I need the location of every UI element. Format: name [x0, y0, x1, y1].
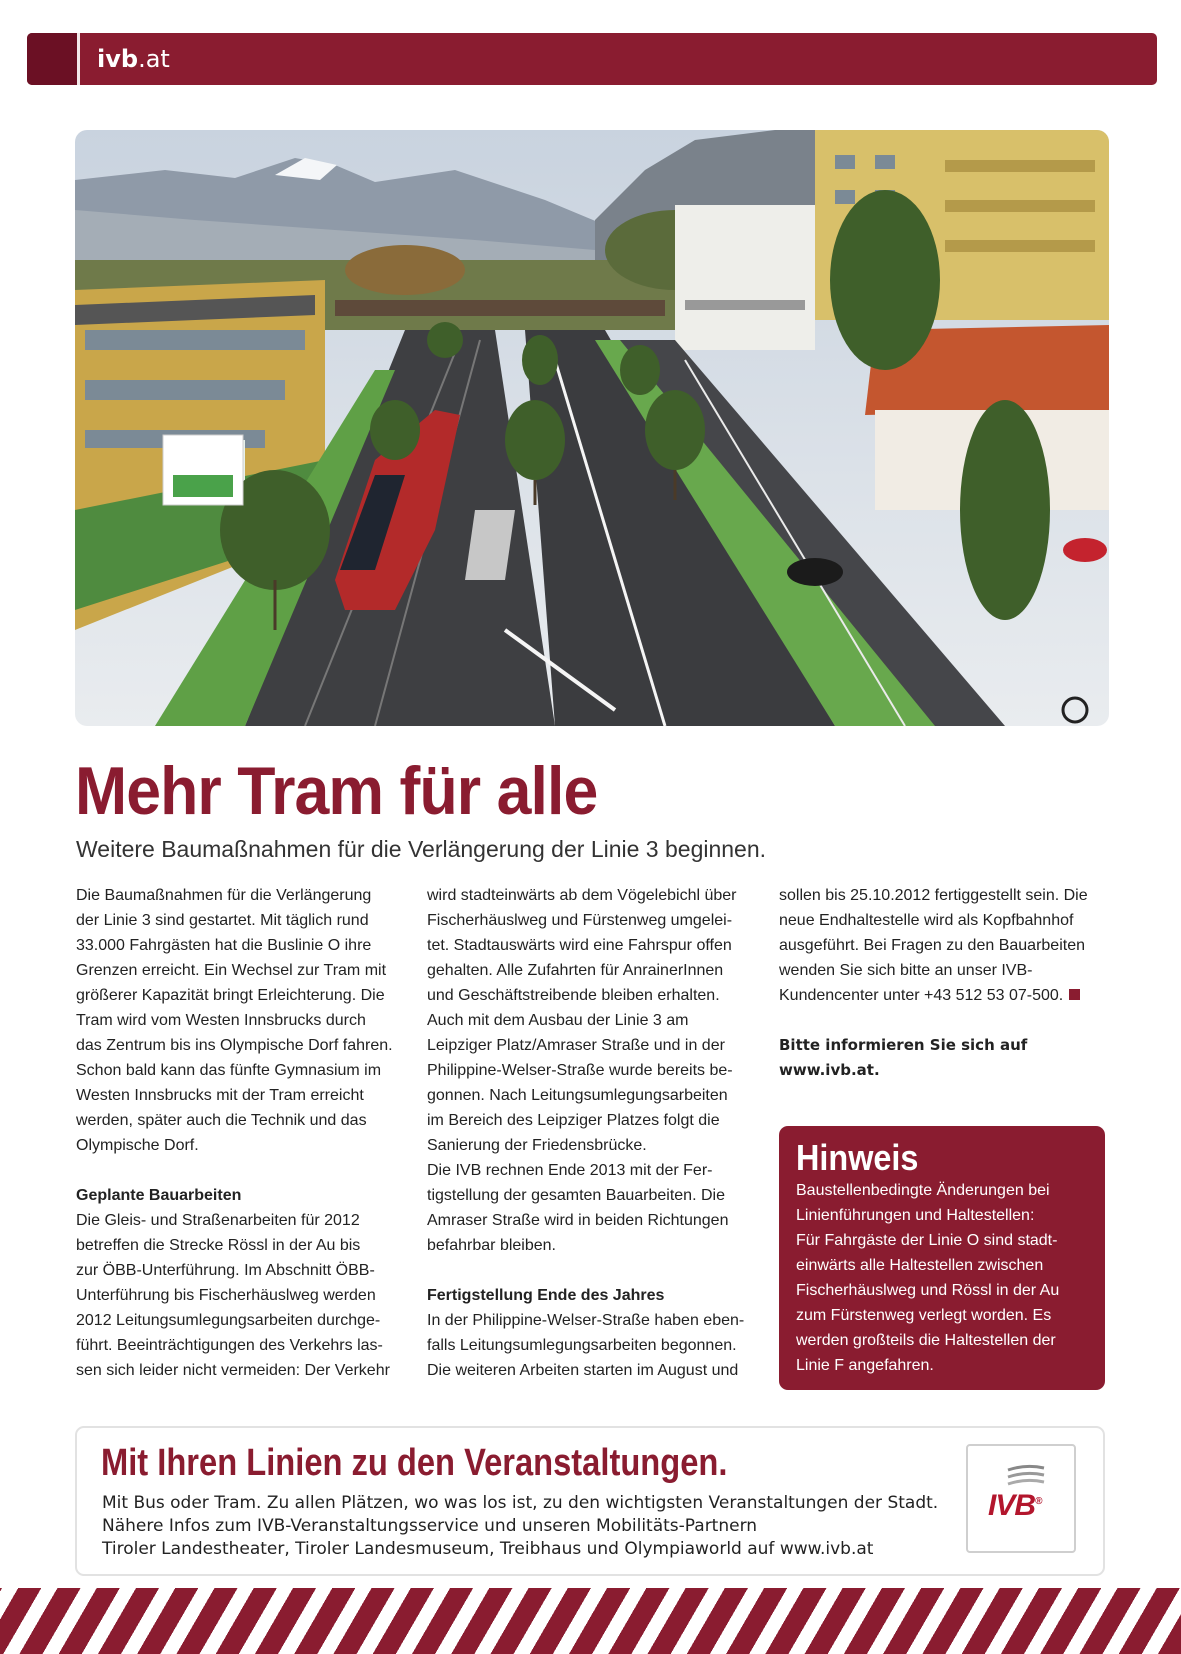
text-line: Auch mit dem Ausbau der Linie 3 am — [427, 1012, 689, 1029]
promo-line: Nähere Infos zum IVB-Veranstaltungsservice und unseren Mobilitäts-Partnern — [102, 1516, 758, 1536]
ivb-logo[interactable] — [966, 1444, 1076, 1553]
hinweis-title: Hinweis — [796, 1137, 919, 1178]
text-line: neue Endhaltestelle wird als Kopfbahnhof — [779, 912, 1074, 929]
article-column-3 — [779, 883, 1109, 1083]
text-line: Fischerhäuslweg und Fürstenweg umgelei- — [427, 912, 733, 929]
header-tab — [27, 33, 77, 85]
info-line: Bitte informieren Sie sich auf — [779, 1036, 1028, 1054]
text-line: 2012 Leitungsumlegungsarbeiten durchge- — [76, 1312, 381, 1329]
hero-image — [75, 130, 1109, 726]
text-line: Grenzen erreicht. Ein Wechsel zur Tram mit — [76, 962, 387, 979]
text-line: Die Baumaßnahmen für die Verlängerung — [76, 887, 372, 904]
text-line: gonnen. Nach Leitungsumlegungsarbeiten — [427, 1087, 728, 1104]
text-line: wird stadteinwärts ab dem Vögelebichl über — [427, 887, 737, 904]
promo-title: Mit Ihren Linien zu den Veranstaltungen. — [101, 1442, 728, 1484]
promo-line: Mit Bus oder Tram. Zu allen Plätzen, wo was los ist, zu den wichtigsten Veranstaltungen der Stadt. — [102, 1493, 939, 1513]
text-line: sollen bis 25.10.2012 fertiggestellt sein. Die — [779, 887, 1088, 904]
hinweis-line: Linienführungen und Haltestellen: — [796, 1207, 1035, 1224]
hinweis-line: Fischerhäuslweg und Rössl in der Au — [796, 1282, 1060, 1299]
text-line: ausgeführt. Bei Fragen zu den Bauarbeiten — [779, 937, 1085, 954]
promo-box — [75, 1426, 1105, 1576]
text-line: sen sich leider nicht vermeiden: Der Verkehr — [76, 1362, 390, 1379]
hinweis-box — [779, 1126, 1105, 1390]
end-of-article-mark — [1069, 989, 1080, 1000]
text-line: größerer Kapazität bringt Erleichterung. Die — [76, 987, 385, 1004]
tram-rendering-illustration — [75, 130, 1109, 726]
article-column-2 — [427, 883, 757, 1383]
hinweis-line: zum Fürstenweg verlegt worden. Es — [796, 1307, 1052, 1324]
text-line: Schon bald kann das fünfte Gymnasium im — [76, 1062, 382, 1079]
text-line: Kundencenter unter +43 512 53 07-500. — [779, 987, 1064, 1004]
promo-line: Tiroler Landestheater, Tiroler Landesmuseum, Treibhaus und Olympiaworld auf www.ivb.at — [102, 1539, 874, 1559]
hinweis-line: Linie F angefahren. — [796, 1357, 934, 1374]
text-line: und Geschäftstreibende bleiben erhalten. — [427, 987, 720, 1004]
section-heading-fertigstellung: Fertigstellung Ende des Jahres — [427, 1287, 665, 1304]
text-line: 33.000 Fahrgästen hat die Buslinie O ihre — [76, 937, 372, 954]
text-line: Philippine-Welser-Straße wurde bereits be- — [427, 1062, 733, 1079]
text-line: Die IVB rechnen Ende 2013 mit der Fer- — [427, 1162, 713, 1179]
article-column-1 — [76, 883, 406, 1383]
text-line: Tram wird vom Westen Innsbrucks durch — [76, 1012, 366, 1029]
section-heading-geplante-bauarbeiten: Geplante Bauarbeiten — [76, 1187, 242, 1204]
site-name[interactable] — [97, 45, 170, 73]
text-line: Sanierung der Friedensbrücke. — [427, 1137, 647, 1154]
text-line: zur ÖBB-Unterführung. Im Abschnitt ÖBB- — [76, 1262, 375, 1279]
site-name-tld: .at — [138, 45, 170, 73]
text-line: Unterführung bis Fischerhäuslweg werden — [76, 1287, 376, 1304]
headline: Mehr Tram für alle — [75, 753, 598, 829]
site-name-bold: ivb — [97, 45, 139, 73]
text-line: Olympische Dorf. — [76, 1137, 199, 1154]
hinweis-line: einwärts alle Haltestellen zwischen — [796, 1257, 1044, 1274]
subheadline: Weitere Baumaßnahmen für die Verlängerung der Linie 3 beginnen. — [76, 836, 767, 862]
logo-text: IVB — [988, 1489, 1036, 1522]
logo-registered-mark: ® — [1035, 1496, 1042, 1507]
text-line: im Bereich des Leipziger Platzes folgt die — [427, 1112, 720, 1129]
header-separator — [77, 33, 80, 85]
text-line: Die Gleis- und Straßenarbeiten für 2012 — [76, 1212, 360, 1229]
header-bar — [27, 33, 1157, 85]
text-line: In der Philippine-Welser-Straße haben eben- — [427, 1312, 745, 1329]
text-line: tigstellung der gesamten Bauarbeiten. Die — [427, 1187, 725, 1204]
hinweis-line: Für Fahrgäste der Linie O sind stadt- — [796, 1232, 1058, 1249]
text-line: führt. Beeinträchtigungen des Verkehrs las- — [76, 1337, 383, 1354]
text-line: das Zentrum bis ins Olympische Dorf fahren. — [76, 1037, 393, 1054]
hinweis-line: Baustellenbedingte Änderungen bei — [796, 1182, 1050, 1199]
text-line: Die weiteren Arbeiten starten im August und — [427, 1362, 739, 1379]
info-link[interactable]: www.ivb.at. — [779, 1061, 880, 1079]
text-line: der Linie 3 sind gestartet. Mit täglich rund — [76, 912, 369, 929]
text-line: tet. Stadtauswärts wird eine Fahrspur offen — [427, 937, 732, 954]
hinweis-line: werden großteils die Haltestellen der — [796, 1332, 1056, 1349]
text-line: werden, später auch die Technik und das — [76, 1112, 367, 1129]
footer-stripes — [0, 1588, 1181, 1654]
logo-swoosh-icon — [1006, 1464, 1046, 1492]
text-line: wenden Sie sich bitte an unser IVB- — [779, 962, 1033, 979]
text-line: Amraser Straße wird in beiden Richtungen — [427, 1212, 729, 1229]
text-line: gehalten. Alle Zufahrten für AnrainerInnen — [427, 962, 724, 979]
text-line: Westen Innsbrucks mit der Tram erreicht — [76, 1087, 364, 1104]
text-line: befahrbar bleiben. — [427, 1237, 556, 1254]
promo-text — [102, 1492, 938, 1561]
text-line-last — [779, 983, 1109, 1008]
text-line: betreffen die Strecke Rössl in der Au bis — [76, 1237, 361, 1254]
logo-wordmark — [988, 1489, 1041, 1523]
text-line: Leipziger Platz/Amraser Straße und in der — [427, 1037, 725, 1054]
text-line: falls Leitungsumlegungsarbeiten begonnen. — [427, 1337, 737, 1354]
